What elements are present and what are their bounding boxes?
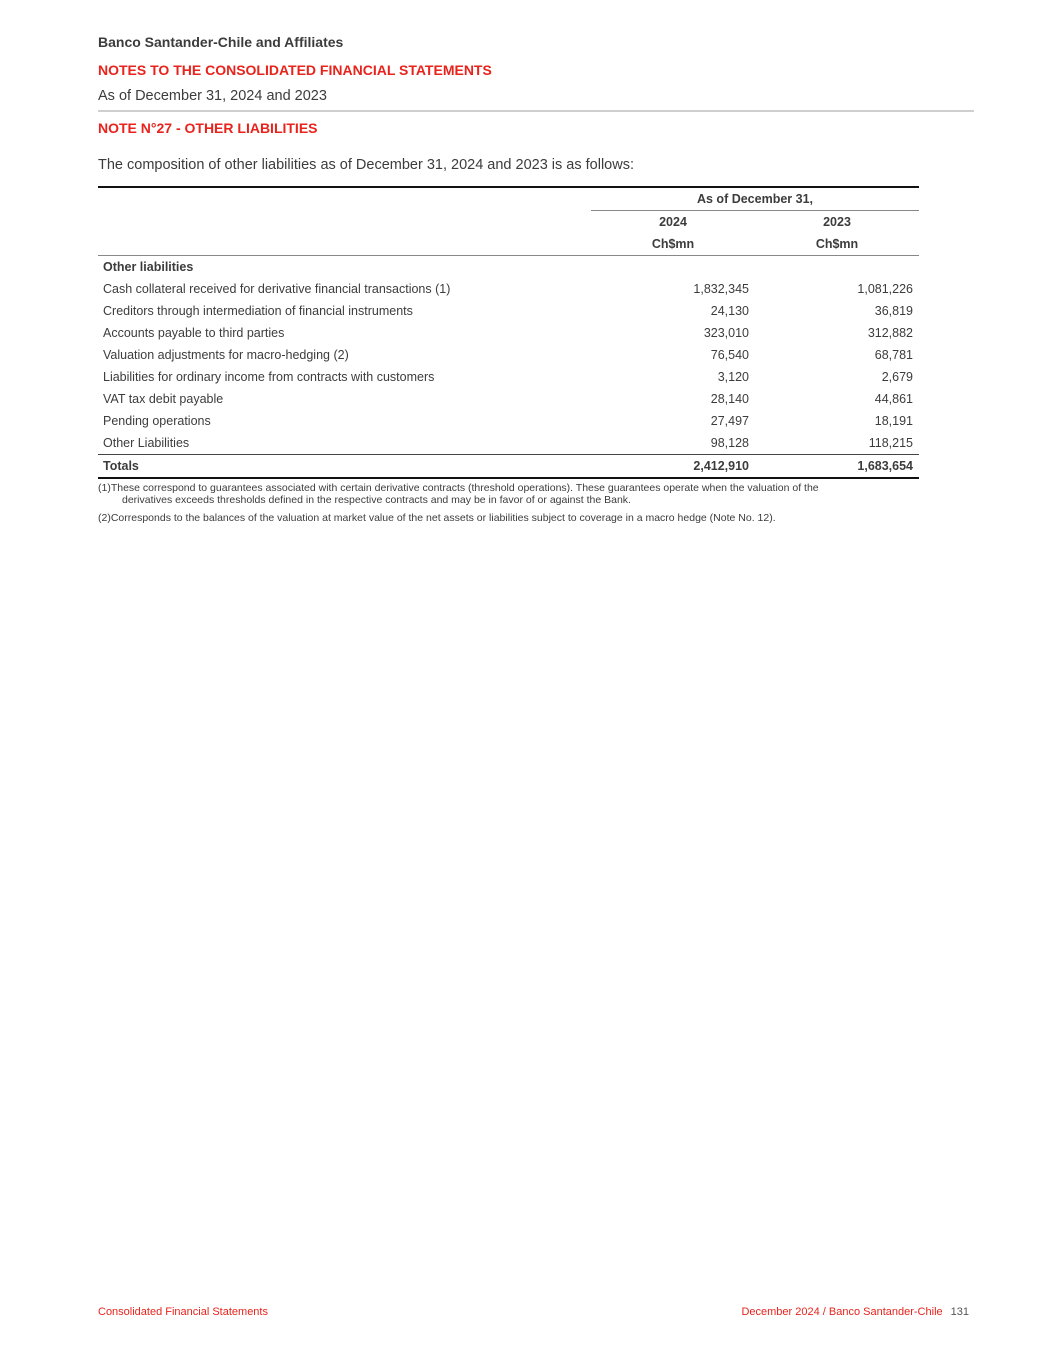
unit-2024-header: Ch$mn: [591, 233, 755, 256]
footer-period-label: December 2024 / Banco Santander-Chile: [741, 1306, 943, 1318]
other-liabilities-table: [98, 186, 919, 479]
row-value-2023: 1,081,226: [857, 282, 913, 296]
page-number: 131: [950, 1306, 969, 1318]
note-title: NOTE N°27 - OTHER LIABILITIES: [98, 120, 318, 136]
year-header-row: [98, 211, 919, 234]
section-label: Other liabilities: [103, 260, 194, 274]
table-row: [98, 366, 919, 388]
footnote-1-line-2: derivatives exceeds thresholds defined in the respective contracts and may be in favor of or against the Bank.: [122, 494, 631, 506]
row-label: Liabilities for ordinary income from contracts with customers: [103, 370, 435, 384]
row-value-2024: 27,497: [710, 414, 749, 428]
row-label: Creditors through intermediation of financial instruments: [103, 304, 413, 318]
table-row: [98, 344, 919, 366]
totals-value-2023: 1,683,654: [755, 455, 919, 479]
intro-text: The composition of other liabilities as of December 31, 2024 and 2023 is as follows:: [98, 157, 634, 173]
totals-row: [98, 455, 919, 479]
totals-value-2024: 2,412,910: [591, 455, 755, 479]
company-name: Banco Santander-Chile and Affiliates: [98, 34, 344, 50]
table-row: [98, 432, 919, 455]
row-value-2023: 18,191: [874, 414, 913, 428]
row-label: Other Liabilities: [103, 436, 190, 450]
table-row: [98, 300, 919, 322]
notes-title: NOTES TO THE CONSOLIDATED FINANCIAL STATEMENTS: [98, 62, 492, 78]
row-value-2023: 118,215: [868, 436, 913, 450]
footnote-2: (2)Corresponds to the balances of the valuation at market value of the net assets or liabilities subject to coverage in a macro hedge (Note No. 12).: [98, 512, 776, 524]
row-value-2023: 2,679: [881, 370, 913, 384]
footnote-1-line-1: (1)These correspond to guarantees associated with certain derivative contracts (threshold operations). These guarantees operate when the valuation of the: [98, 482, 819, 494]
row-value-2023: 312,882: [867, 326, 913, 340]
row-label: Valuation adjustments for macro-hedging (2): [103, 348, 349, 362]
table-row: [98, 388, 919, 410]
row-value-2024: 76,540: [710, 348, 749, 362]
row-value-2023: 44,861: [874, 392, 913, 406]
row-value-2024: 3,120: [717, 370, 749, 384]
row-label: Pending operations: [103, 414, 211, 428]
totals-label: Totals: [98, 455, 591, 479]
row-value-2024: 1,832,345: [693, 282, 749, 296]
period-header: As of December 31,: [591, 187, 919, 211]
table-header-row: [98, 187, 919, 211]
footnote-1: [98, 482, 921, 506]
row-label: VAT tax debit payable: [103, 392, 224, 406]
year-2024-header: 2024: [659, 215, 687, 229]
row-label: Accounts payable to third parties: [103, 326, 285, 340]
table-row: [98, 278, 919, 300]
table-row: [98, 410, 919, 432]
statement-date: As of December 31, 2024 and 2023: [98, 88, 327, 104]
row-value-2023: 68,781: [874, 348, 913, 362]
year-2023-header: 2023: [823, 215, 851, 229]
row-label: Cash collateral received for derivative financial transactions (1): [103, 282, 451, 296]
footer-right: [741, 1306, 969, 1318]
row-value-2024: 323,010: [703, 326, 749, 340]
footer-document-title: Consolidated Financial Statements: [98, 1306, 268, 1318]
unit-header-row: [98, 233, 919, 256]
row-value-2024: 98,128: [710, 436, 749, 450]
row-value-2024: 24,130: [710, 304, 749, 318]
row-value-2024: 28,140: [710, 392, 749, 406]
table-row: [98, 322, 919, 344]
unit-2023-header: Ch$mn: [755, 233, 919, 256]
row-value-2023: 36,819: [874, 304, 913, 318]
section-row: [98, 256, 919, 279]
header-divider: [98, 110, 974, 112]
